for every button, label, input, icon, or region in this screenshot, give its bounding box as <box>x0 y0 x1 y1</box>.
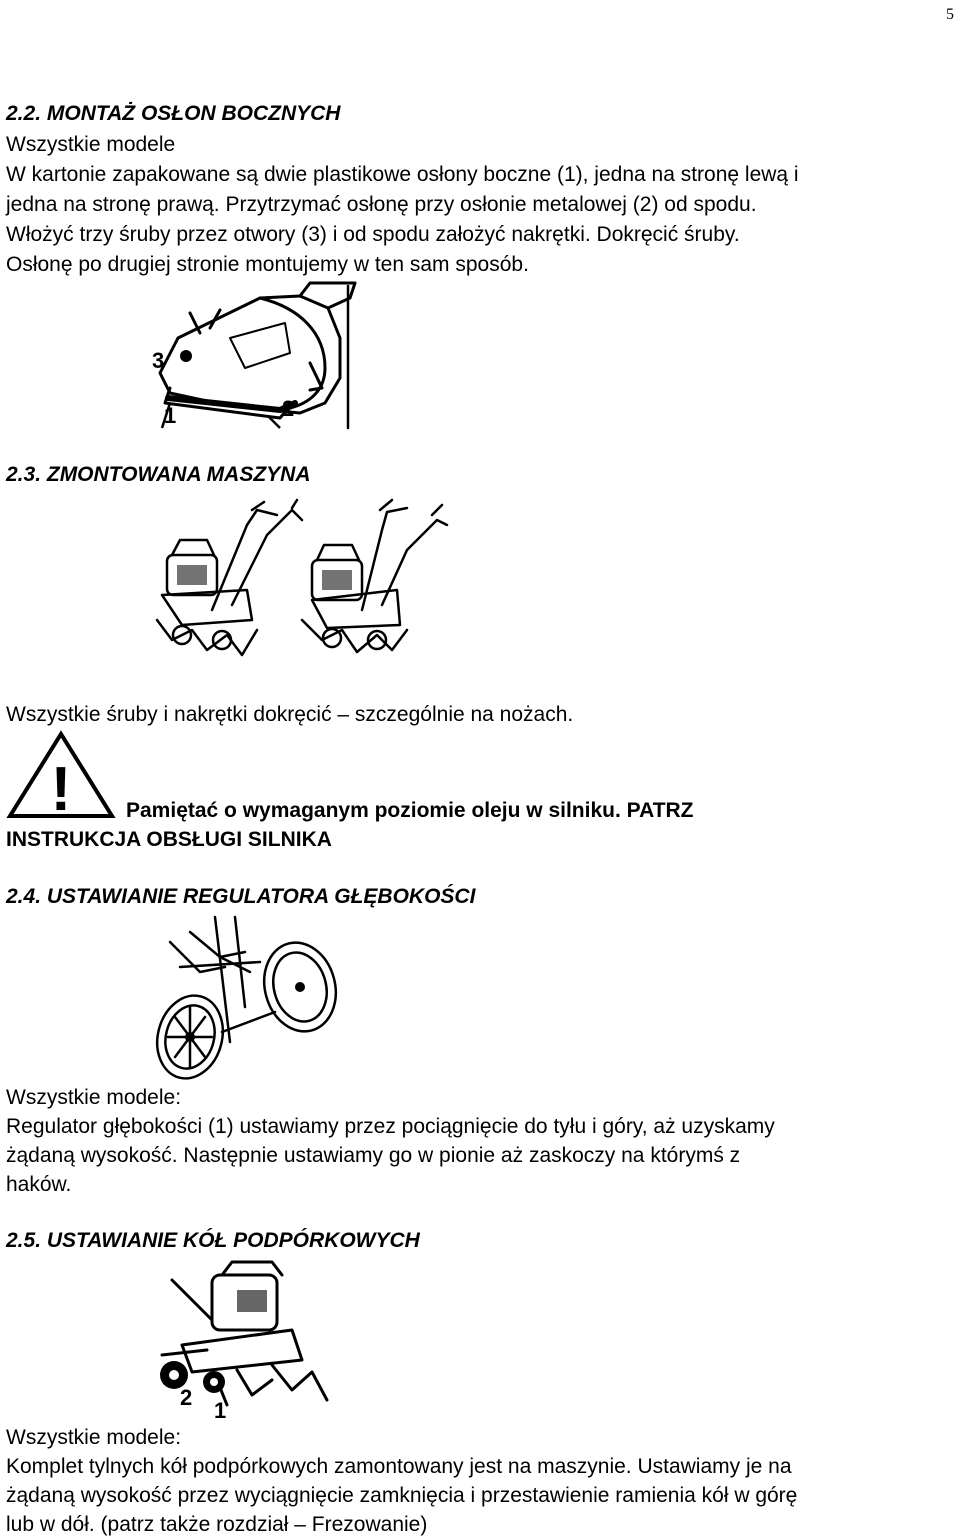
paragraph-line: Komplet tylnych kół podpórkowych zamontowany jest na maszynie. Ustawiamy je na <box>6 1455 792 1478</box>
figure-label-2: 2 <box>282 396 295 421</box>
section-heading-2-5: 2.5. USTAWIANIE KÓŁ PODPÓRKOWYCH <box>6 1229 420 1252</box>
assembled-machine-illustration <box>152 490 452 670</box>
section-subheading: Wszystkie modele: <box>6 1086 182 1109</box>
warning-triangle-icon <box>6 730 116 824</box>
section-heading-2-2: 2.2. MONTAŻ OSŁON BOCZNYCH <box>6 102 341 125</box>
tightening-note: Wszystkie śruby i nakrętki dokręcić – szczególnie na nożach. <box>6 703 574 726</box>
section-subheading: Wszystkie modele: <box>6 1426 182 1449</box>
paragraph-line: żądaną wysokość. Następnie ustawiamy go w pionie aż zaskoczy na którymś z <box>6 1144 741 1167</box>
warning-exclamation: ! <box>50 755 72 824</box>
paragraph-line: Włożyć trzy śruby przez otwory (3) i od spodu założyć nakrętki. Dokręcić śruby. <box>6 223 740 246</box>
section-heading-2-3: 2.3. ZMONTOWANA MASZYNA <box>6 463 311 486</box>
paragraph-line: haków. <box>6 1173 72 1196</box>
page-number: 5 <box>946 6 954 23</box>
figure-label-2: 2 <box>180 1385 193 1410</box>
paragraph-line: lub w dół. (patrz także rozdział – Frezowanie) <box>6 1513 428 1536</box>
paragraph-line: żądaną wysokość przez wyciągnięcie zamknięcia i przestawienie ramienia kół w górę <box>6 1484 798 1507</box>
paragraph-line: Osłonę po drugiej stronie montujemy w ten sam sposób. <box>6 253 529 276</box>
paragraph-line: W kartonie zapakowane są dwie plastikowe osłony boczne (1), jedna na stronę lewą i <box>6 163 799 186</box>
warning-text-line2: INSTRUKCJA OBSŁUGI SILNIKA <box>6 828 332 851</box>
section-subheading: Wszystkie modele <box>6 133 176 156</box>
figure-label-1: 1 <box>214 1398 227 1423</box>
paragraph-line: Regulator głębokości (1) ustawiamy przez pociągnięcie do tyłu i góry, aż uzyskamy <box>6 1115 775 1138</box>
section-heading-2-4: 2.4. USTAWIANIE REGULATORA GŁĘBOKOŚCI <box>6 885 476 908</box>
side-shield-assembly-illustration <box>150 278 365 438</box>
support-wheels-illustration <box>152 1260 337 1423</box>
warning-text-line1: Pamiętać o wymaganym poziomie oleju w silniku. PATRZ <box>126 799 694 822</box>
figure-label-1: 1 <box>164 403 177 428</box>
figure-label-3: 3 <box>152 348 165 373</box>
paragraph-line: jedna na stronę prawą. Przytrzymać osłonę przy osłonie metalowej (2) od spodu. <box>6 193 757 216</box>
depth-regulator-illustration <box>150 912 340 1084</box>
